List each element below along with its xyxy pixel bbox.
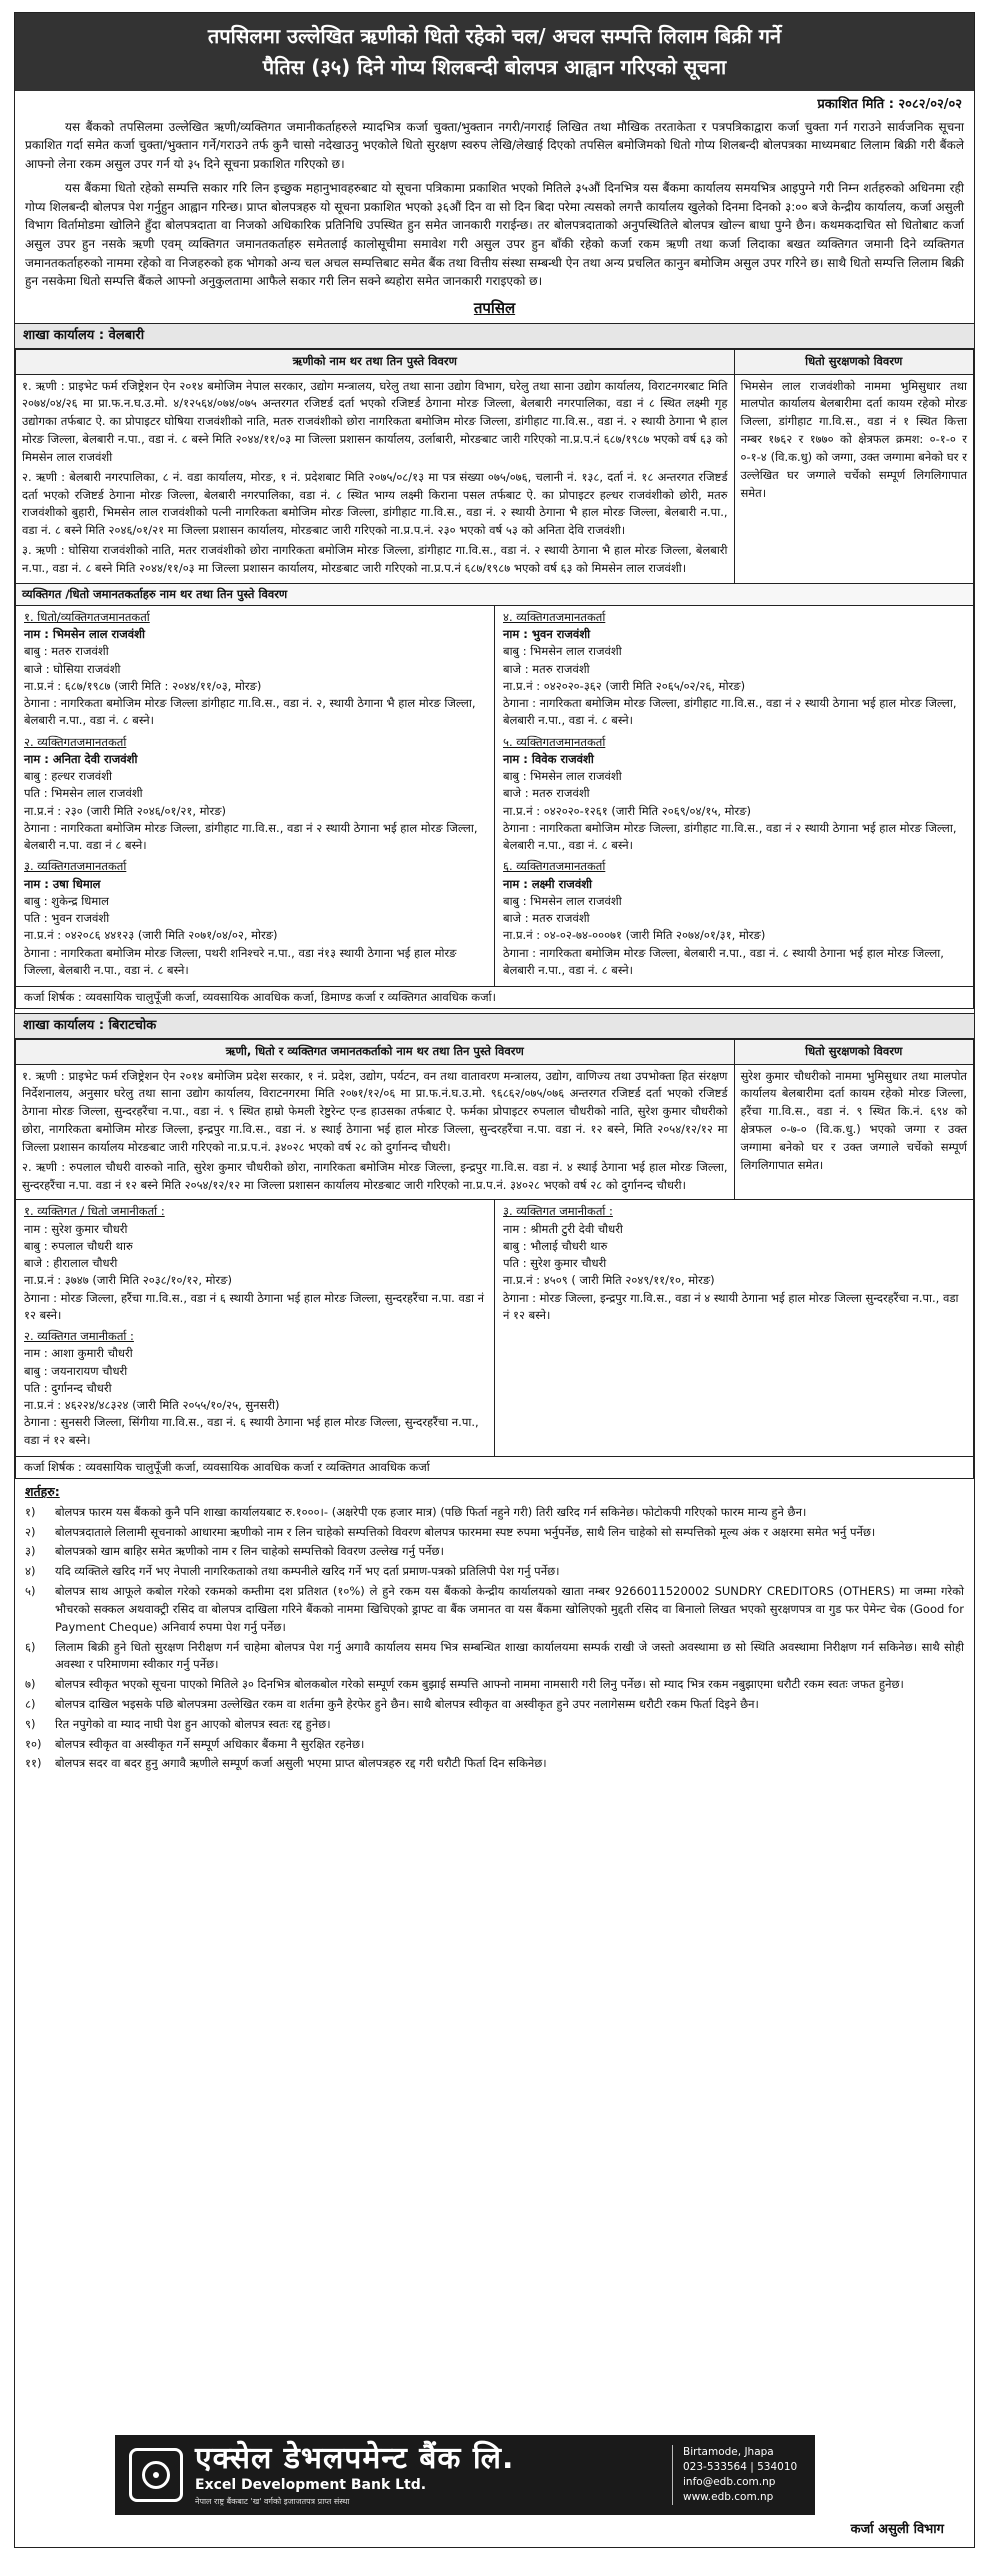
branch2-guarantors	[15, 1200, 974, 1457]
condition-number: ९)	[25, 1716, 36, 1731]
condition-text: बोलपत्र स्वीकृत वा अस्वीकृत गर्ने सम्पूर्ण अधिकार बैंकमा नै सुरक्षित रहनेछ।	[55, 1736, 365, 1751]
guarantor-line: ना.प्र.नं : ४५०९ ( जारी मिति २०४९/११/१०, मोरङ)	[503, 1273, 715, 1288]
guarantor-block	[503, 1203, 965, 1324]
section-title: तपसिल	[473, 298, 516, 317]
condition-item	[25, 1736, 964, 1754]
guarantor-head: ४. व्यक्तिगतजमानतकर्ता	[503, 609, 606, 624]
guarantor-column-left	[16, 606, 494, 986]
guarantor-block	[24, 1203, 486, 1324]
guarantor-line: ना.प्र.नं : ६८७/१९८७ (जारी मिति : २०४४/११/०३, मोरङ)	[24, 678, 262, 693]
guarantor-line: ठेगाना : मोरङ जिल्ला, इन्द्रपुर गा.वि.स., वडा नं ४ स्थायी ठेगाना भई हाल मोरङ जिल्ला सुन्दरहरैंचा न.पा., वडा नं १२ बस्ने।	[503, 1290, 959, 1322]
guarantor-line: ठेगाना : नागरिकता बमोजिम मोरङ जिल्ला, डांगीहाट गा.वि.स., वडा नं २ स्थायी ठेगाना भई हाल मोरङ जिल्ला, बेलबारी न.पा., वडा नं. ८ बस्ने।	[503, 696, 957, 728]
condition-text: बोलपत्र साथ आफूले कबोल गरेको रकमको कम्तीमा दश प्रतिशत (१०%) ले हुने रकम यस बैंकको केन्द्रीय कार्यालयको खाता नम्बर 9266011520002 SUNDRY CREDITORS (OTHERS) मा जम्मा गरेको भौचरको सक्कल अथवाक्ट्री रसिद वा बोलपत्र दाखिला गरिने बैंकको नाममा खिचिएको ड्राफ्ट वा बैंक जमानत वा यस बैंकमा खोलिएको मुद्दती रसिद वा बिनालो लिखत भएको सुरक्षणपत्र वा गुड फर पेमेन्ट चेक (Good for Payment Cheque) अनिवार्य रुपमा पेश गर्नु पर्नेछ।	[55, 1584, 964, 1634]
branch1-guarantors	[15, 606, 974, 987]
guarantor-name: नाम : श्रीमती टुरी देवी चौधरी	[503, 1221, 623, 1236]
condition-text: लिलाम बिक्री हुने धितो सुरक्षण निरीक्षण गर्न चाहेमा बोलपत्र पेश गर्नु अगावै कार्यालय समय भित्र सम्बन्धित शाखा कार्यालयमा सम्पर्क राखी जे जस्तो अवस्थामा छ सो स्थिति अवस्थामा निरीक्षण गर्न सकिनेछ। साथै सोही अवस्था र परिमाणमा स्वीकार गर्नु पर्नेछ।	[55, 1639, 964, 1672]
guarantor-line: बाबु : शुकेन्द्र धिमाल	[24, 893, 109, 908]
condition-text: बोलपत्रको खाम बाहिर समेत ऋणीको नाम र लिन चाहेको सम्पत्तिको विवरण उल्लेख गर्नु पर्नेछ।	[55, 1544, 444, 1559]
bank-names	[195, 2442, 672, 2508]
guarantor-line: बाजे : मतरु राजवंशी	[503, 786, 590, 801]
guarantor-column-right	[494, 1200, 973, 1456]
guarantor-head: ३. व्यक्तिगत जमानीकर्ता :	[503, 1204, 613, 1219]
condition-item	[25, 1563, 964, 1581]
conditions-title: शर्तहरु:	[25, 1484, 60, 1500]
guarantor-column-right	[494, 606, 973, 986]
intro-paragraph-2: यस बैंकमा धितो रहेको सम्पत्ति सकार गरि लिन इच्छुक महानुभावहरुबाट यो सूचना पत्रिकामा प्रकाशित भएको मितिले ३५औं दिनभित्र यस बैंकमा कार्यालय समयभित्र आइपुग्ने गरी निम्न शर्तहरुको अधिनमा रही गोप्य शिलबन्दी बोलपत्र पेश गर्नुहुन आह्वान गरिन्छ। प्राप्त बोलपत्रहरु यो सूचना प्रकाशित भएको ३६औं दिन वा सो दिन बिदा परेमा त्यसको लगत्तै कार्यालय खुलेको दिनमा दिनको ३:०० बजे केन्द्रीय कार्यालय, कर्जा असुली विभाग विर्तामोडमा खोलिने हुँदा बोलपत्रदाता वा निजको अधिकारिक प्रतिनिधि उपस्थित हुन समेत जानकारी गराईन्छ। तर बोलपत्रदाताको अनुपस्थितिले बोलपत्र खोल्न बाधा पुग्ने छैन। कथमकदाचित सो धितोबाट कर्जा असुल उपर हुन नसके ऋणी एवम् व्यक्तिगत जमानतकर्ताहरु समेतलाई कालोसूचीमा समावेश गरी असुल उपर हुन बाँकी रहेको कर्जा रकम ऋणी तथा कर्जा लिदाका बखत व्यक्तिगत जमानी दिने व्यक्तिगत जमानतकर्ताहरुको नाममा रहेको वा निजहरुको हक भोगको अन्य चल अचल सम्पत्तिबाट समेत बैंक तथा वित्तीय संस्था सम्बन्धी ऐन तथा अन्य प्रचलित कानुन बमोजिम असुल उपर गरिने छ। साथै धितो सम्पत्ति लिलाम बिक्री हुन नसकेमा धितो सम्पत्ति बैंकले आफ्नो अनुकुलतामा आफैले सकार गरी लिन सक्ने ब्यहोरा समेत जानकारी गराइएको छ।	[25, 181, 964, 289]
condition-text: बोलपत्र सदर वा बदर हुनु अगावै ऋणीले सम्पूर्ण कर्जा असुली भएमा प्राप्त बोलपत्रहरु रद्द गरी धरौटी फिर्ता दिन सकिनेछ।	[55, 1756, 547, 1771]
condition-text: बोलपत्र स्वीकृत भएको सूचना पाएको मितिले ३० दिनभित्र बोलकबोल गरेको सम्पूर्ण रकम बुझाई सम्पत्ति आफ्नो नाममा नामसारी गरी लिनु पर्नेछ। सो म्याद भित्र रकम नबुझाएमा धरौटी रकम स्वतः जफत हुनेछ।	[55, 1677, 904, 1692]
guarantor-line: पति : भिमसेन लाल राजवंशी	[24, 786, 143, 801]
condition-item	[25, 1696, 964, 1714]
guarantor-block	[503, 858, 965, 979]
guarantor-block	[503, 734, 965, 855]
condition-number: ५)	[25, 1584, 36, 1599]
guarantor-line: ठेगाना : नागरिकता बमोजिम मोरङ जिल्ला, बेलबारी न.पा., वडा नं. ८ स्थायी ठेगाना भई हाल मोरङ जिल्ला, बेलबारी न.पा., वडा नं. ८ बस्ने।	[503, 945, 944, 977]
guarantor-line: पति : भुवन राजवंशी	[24, 911, 110, 926]
branch2-borrowers-cell	[16, 1064, 735, 1200]
bank-tagline: नेपाल राष्ट्र बैंकबाट 'ख' वर्गको इजाजतपत्र प्राप्त संस्था	[195, 2497, 350, 2506]
bank-email: info@edb.com.np	[683, 2476, 776, 2488]
condition-text: यदि व्यक्तिले खरिद गर्ने भए नेपाली नागरिकताको तथा कम्पनीले खरिद गर्ने भए दर्ता प्रमाण-पत्रको प्रतिलिपी पेश गर्नु पर्नेछ।	[55, 1564, 560, 1579]
guarantor-line: पति : सुरेश कुमार चौधरी	[503, 1256, 607, 1271]
conditions-list	[25, 1504, 964, 1773]
notice-page	[14, 12, 975, 2548]
notice-footer	[15, 2429, 974, 2547]
condition-item	[25, 1583, 964, 1636]
intro-paragraph-1: यस बैंकको तपसिलमा उल्लेखित ऋणी/व्यक्तिगत जमानीकर्ताहरुले म्यादभित्र कर्जा चुक्ता/भुक्तान नगरी/नगराई लिखित तथा मौखिक तरताकेता र पत्रपत्रिकाद्वारा कर्जा चुक्ता गर्न गराउने सार्वजनिक सूचना प्रकाशित गर्दा समेत कर्जा चुक्ता/भुक्तान गर्ने/गराउने तर्फ कुनै चासो नदेखाउनु भएकोले धितो सुरक्षण स्वरुप लेखि/लेखाई दिएको तपसिल बमोजिमको धितो गोप्य शिलबन्दी बोलपत्रका माध्यमबाट लिलाम बिक्री गरी बैंकले आफ्नो लेना रकम असुल उपर गर्न यो ३५ दिने सूचना प्रकाशित गरिएको छ।	[25, 119, 964, 171]
condition-number: ७)	[25, 1677, 36, 1692]
branch1-col-borrower: ऋणीको नाम थर तथा तिन पुस्ते विवरण	[16, 349, 735, 374]
branch1-col-collateral: धितो सुरक्षणको विवरण	[734, 349, 974, 374]
branch1-guarantor-heading: व्यक्तिगत /धितो जमानतकर्ताहरु नाम थर तथा तिन पुस्ते विवरण	[15, 584, 974, 606]
borrower-item: ३. ऋणी : घोसिया राजवंशीको नाति, मतर राजवंशीको छोरा नागरिकता बमोजिम मोरङ जिल्ला, डांगीहाट गा.वि.स., वडा नं. २ स्थायी ठेगाना भै हाल मोरङ जिल्ला, बेलबारी न.पा., वडा नं. ८ बस्ने मिति २०४४/११/०३ मा जिल्ला प्रशासन कार्यालय, मोरङबाट जारी गरिएको ना.प्र.प.नं ६८७/१९८७ भएको वर्ष ६३ को मिमसेन लाल राजवंशी।	[22, 542, 728, 575]
guarantor-line: ठेगाना : नागरिकता बमोजिम मोरङ जिल्ला, पथरी शनिश्चरे न.पा., वडा नं१३ स्थायी ठेगाना भई हाल मोरङ जिल्ला, बेलबारी न.पा., वडा नं. ८ बस्ने।	[24, 945, 457, 977]
condition-number: २)	[25, 1524, 36, 1539]
guarantor-line: पति : दुर्गानन्द चौधरी	[24, 1380, 112, 1395]
bank-phone: 023-533564 | 534010	[683, 2460, 798, 2473]
branch1-loan-type: कर्जा शिर्षक : व्यवसायिक चालुपूँजी कर्जा, व्यवसायिक आवधिक कर्जा, डिमाण्ड कर्जा र व्यक्तिगत आवधिक कर्जा।	[15, 987, 974, 1009]
borrower-item: २. ऋणी : बेलबारी नगरपालिका, ८ नं. वडा कार्यालय, मोरङ, १ नं. प्रदेशबाट मिति २०७५/०८/१३ मा पत्र संख्या ०७५/०७६, चलानी नं. १३८, दर्ता नं. १८ अन्तरगत रजिष्टर्ड दर्ता भएको रजिष्टर्ड ठेगाना मोरङ जिल्ला, बेलबारी नगरपालिका, वडा नं. ८ स्थित भाग्य लक्ष्मी किराना पसल तर्फबाट ऐ. का प्रोपाइटर हल्धर राजवंशीको छोरी, मतरु राजवंशीको बुहारी, भिमसेन लाल राजवंशीको पत्नी नागरिकता बमोजिम मोरङ जिल्ला, डांगीहाट गा.वि.स., वडा नं. २ स्थायी ठेगाना भै हाल मोरङ जिल्ला, बेलबारी न.पा., वडा नं. ८ बस्ने मिति २०४६/०१/२१ मा जिल्ला प्रशासन कार्यालय, मोरङबाट जारी गरिएको ना.प्र.प.नं. २३० भएको वर्ष ५३ को अनिता देवि राजवंशी।	[22, 469, 728, 538]
guarantor-head: ५. व्यक्तिगतजमानतकर्ता	[503, 734, 606, 749]
header-line-2: पैतिस (३५) दिने गोप्य शिलबन्दी बोलपत्र आह्वान गरिएको सूचना	[262, 55, 727, 79]
condition-text: रित नपुगेको वा म्याद नाघी पेश हुन आएको बोलपत्र स्वतः रद्द हुनेछ।	[55, 1716, 331, 1731]
guarantor-line: बाजे : हीरालाल चौधरी	[24, 1256, 118, 1271]
guarantor-column-left	[16, 1200, 494, 1456]
guarantor-line: बाजे : घोसिया राजवंशी	[24, 661, 121, 676]
guarantor-line: ना.प्र.नं : ०४२०२०-१२६१ (जारी मिति २०६९/०४/१५, मोरङ)	[503, 803, 752, 818]
borrower-item: २. ऋणी : रुपलाल चौधरी वारुको नाति, सुरेश कुमार चौधरीको छोरा, नागरिकता बमोजिम मोरङ जिल्ला, इन्द्रपुर गा.वि.स. वडा नं. ४ स्थाई ठेगाना भई हाल मोरङ जिल्ला, सुन्दरहरैंचा न.पा. वडा नं १२ बस्ने मिति २०५४/१२/१२ मा जिल्ला प्रशासन कार्यालय मोरङबाट जारी गरिएको ना.प्र.प.नं. ३४०२८ भएको वर्ष २८ को दुर्गानन्द चौधरी।	[22, 1159, 728, 1192]
guarantor-name: नाम : सुरेश कुमार चौधरी	[24, 1221, 128, 1236]
guarantor-head: ६. व्यक्तिगतजमानतकर्ता	[503, 859, 606, 874]
guarantor-name: नाम : भुवन राजवंशी	[503, 627, 591, 642]
branch2-borrower-table	[15, 1039, 974, 1201]
guarantor-line: बाबु : भिमसेन लाल राजवंशी	[503, 893, 622, 908]
condition-number: १)	[25, 1504, 36, 1519]
guarantor-line: ना.प्र.नं : ०४-०२-७४-०००७१ (जारी मिति २०७४/०१/३१, मोरङ)	[503, 928, 766, 943]
guarantor-head: १. व्यक्तिगत / धितो जमानीकर्ता :	[24, 1204, 165, 1219]
condition-item	[25, 1504, 964, 1522]
condition-text: बोलपत्र दाखिल भइसके पछि बोलपत्रमा उल्लेखित रकम वा शर्तमा कुनै हेरफेर हुने छैन। साथै बोलपत्र स्वीकृत वा अस्वीकृत हुने उपर नलागेसम्म धरौटी रकम फिर्ता दिइने छैन।	[55, 1696, 759, 1711]
guarantor-head: १. धितो/व्यक्तिगतजमानतकर्ता	[24, 609, 150, 624]
bank-address: Birtamode, Jhapa	[683, 2445, 774, 2458]
condition-text: बोलपत्र फारम यस बैंकको कुनै पनि शाखा कार्यालयबाट रु.१०००।- (अक्षरेपी एक हजार मात्र) (पछि फिर्ता नहुने गरी) तिरी खरिद गर्न सकिनेछ। फोटोकपी गरिएको फारम मान्य हुने छैन।	[55, 1504, 807, 1519]
guarantor-block	[24, 858, 486, 979]
branch2-col-borrower: ऋणी, धितो र व्यक्तिगत जमानतकर्ताको नाम थर तथा तिन पुस्ते विवरण	[16, 1039, 735, 1064]
header-line-1: तपसिलमा उल्लेखित ऋणीको धितो रहेको चल/ अचल सम्पत्ति लिलाम बिक्री गर्ने	[207, 24, 782, 48]
guarantor-line: बाबु : जयनारायण चौधरी	[24, 1363, 128, 1378]
branch1-borrowers-cell	[16, 374, 735, 583]
guarantor-line: ना.प्र.नं : २३० (जारी मिति २०४६/०१/२१, मोरङ)	[24, 803, 227, 818]
branch2-collateral-cell: सुरेश कुमार चौधरीको नाममा भुमिसुधार तथा मालपोत कार्यालय बेलबारीमा दर्ता कायम रहेको मोरङ जिल्ला, हरैंचा गा.वि.स., वडा नं. ९ स्थित कि.नं. ६९४ को क्षेत्रफल ०-७-० (वि.क.धु.) भएको जग्गा र उक्त जग्गामा बनेको घर र उक्त जग्गाले चर्चेको सम्पूर्ण लिगलिगापात समेत।	[734, 1064, 974, 1200]
guarantor-head: २. व्यक्तिगत जमानीकर्ता :	[24, 1329, 134, 1344]
condition-item	[25, 1755, 964, 1773]
bank-banner	[115, 2435, 815, 2515]
guarantor-block	[24, 734, 486, 855]
guarantor-line: बाबु : रुपलाल चौधरी थारु	[24, 1238, 133, 1253]
bank-name-english: Excel Development Bank Ltd.	[195, 2477, 427, 2493]
borrower-item: १. ऋणी : प्राइभेट फर्म रजिष्ट्रेशन ऐन २०१४ बमोजिम नेपाल सरकार, उद्योग मन्त्रालय, घरेलु तथा साना उद्योग विभाग, घरेलु तथा साना उद्योग कार्यालय, विराटनगरबाट मिति २०७४/०४/२६ मा प्रा.फ.न.घ.उ.मो. ४/१२५६४/०७४/०७५ अन्तरगत रजिष्टर्ड दर्ता भएको रजिष्टर्ड ठेगाना मोरङ जिल्ला, बेलबारी नगरपालिका, वडा नं ८ स्थित लक्ष्मी गृह उद्योगका तर्फबाट ऐ. का प्रोपाइटर घोषिया राजवंशीको नाति, मतरु राजवंशीको छोरा नागरिकता बमोजिम मोरङ जिल्ला, डांगीहाट गा.वि.स., वडा नं. २ स्थायी ठेगाना भै हाल मोरङ जिल्ला, बेलबारी न.पा., वडा नं. ८ बस्ने मिति २०४४/११/०३ मा जिल्ला प्रशासन कार्यालय, उर्लाबारी, मोरङबाट जारी गरिएको ना.प्र.प.नं ६८७/१९८७ भएको वर्ष ६३ को मिमसेन लाल राजवंशी	[22, 378, 728, 464]
branch1-collateral-cell: भिमसेन लाल राजवंशीको नाममा भुमिसुधार तथा मालपोत कार्यालय बेलबारीमा दर्ता कायम रहेको मोरङ जिल्ला, डांगीहाट गा.वि.स., वडा नं १ स्थित कित्ता नम्बर १७६२ र १७७० को क्षेत्रफल क्रमश: ०-१-० र ०-१-४ (वि.क.धु) को जग्गा, उक्त जग्गामा बनेको घर र उल्लेखित घर जग्गाले चर्चेको सम्पूर्ण लिगलिगापात समेत।	[734, 374, 974, 583]
branch1-borrower-table	[15, 349, 974, 584]
condition-item	[25, 1639, 964, 1675]
condition-number: १०)	[25, 1736, 42, 1751]
guarantor-line: बाजे : मतरु राजवंशी	[503, 661, 590, 676]
branch2-loan-type: कर्जा शिर्षक : व्यवसायिक चालुपूँजी कर्जा, व्यवसायिक आवधिक कर्जा र व्यक्तिगत आवधिक कर्जा	[15, 1457, 974, 1479]
guarantor-line: ना.प्र.नं : ४६२२४/४८३२४ (जारी मिति २०५५/१०/२५, सुनसरी)	[24, 1398, 280, 1413]
guarantor-block	[503, 609, 965, 730]
guarantor-block	[24, 609, 486, 730]
condition-number: ४)	[25, 1564, 36, 1579]
publish-date: प्रकाशित मिति : २०८२/०२/०२	[817, 97, 962, 112]
guarantor-name: नाम : विवेक राजवंशी	[503, 751, 594, 766]
condition-item	[25, 1524, 964, 1542]
bank-logo-icon	[129, 2448, 183, 2502]
guarantor-name: नाम : अनिता देवी राजवंशी	[24, 751, 138, 766]
guarantor-line: ठेगाना : मोरङ जिल्ला, हरैंचा गा.वि.स., वडा नं ६ स्थायी ठेगाना भई हाल मोरङ जिल्ला, सुन्दरहरैंचा न.पा. वडा नं १२ बस्ने।	[24, 1290, 485, 1322]
branch-title-belbari: शाखा कार्यालय : वेलबारी	[15, 323, 974, 349]
guarantor-line: बाबु : भौलाई चौधरी थारु	[503, 1238, 608, 1253]
signature-department: कर्जा असुली विभाग	[850, 2521, 944, 2537]
guarantor-line: बाबु : मतरु राजवंशी	[24, 644, 109, 659]
condition-number: ११)	[25, 1756, 42, 1771]
condition-number: ६)	[25, 1639, 36, 1654]
guarantor-name: नाम : लक्ष्मी राजवंशी	[503, 876, 593, 891]
bank-website: www.edb.com.np	[683, 2491, 774, 2504]
guarantor-block	[24, 1328, 486, 1449]
guarantor-line: ठेगाना : नागरिकता बमोजिम मोरङ जिल्ला डांगीहाट गा.वि.स., वडा नं. २, स्थायी ठेगाना भै हाल मोरङ जिल्ला, बेलबारी न.पा., वडा नं. ८ बस्ने।	[24, 696, 476, 728]
guarantor-head: ३. व्यक्तिगतजमानतकर्ता	[24, 859, 127, 874]
guarantor-line: ठेगाना : नागरिकता बमोजिम मोरङ जिल्ला, डांगीहाट गा.वि.स., वडा नं २ स्थायी ठेगाना भई हाल मोरङ जिल्ला, बेलबारी न.पा. वडा नं ८ बस्ने।	[24, 820, 478, 853]
guarantor-name: नाम : आशा कुमारी चौधरी	[24, 1346, 133, 1361]
condition-item	[25, 1716, 964, 1734]
bank-name-nepali: एक्सेल डेभलपमेन्ट बैंक लि.	[195, 2441, 515, 2476]
guarantor-line: ठेगाना : सुनसरी जिल्ला, सिंगीया गा.वि.स., वडा नं. ६ स्थायी ठेगाना भई हाल मोरङ जिल्ला, सुन्दरहरैंचा न.पा., वडा नं १२ बस्ने।	[24, 1415, 479, 1447]
condition-item	[25, 1676, 964, 1694]
guarantor-line: बाबु : भिमसेन लाल राजवंशी	[503, 644, 622, 659]
branch2-col-collateral: धितो सुरक्षणको विवरण	[734, 1039, 974, 1064]
bank-contact	[672, 2445, 803, 2506]
condition-item	[25, 1543, 964, 1561]
guarantor-line: ना.प्र.नं : ०४२०८६ ४४१२३ (जारी मिति २०७१/०४/०२, मोरङ)	[24, 928, 278, 943]
guarantor-name: नाम : उषा धिमाल	[24, 876, 101, 891]
notice-header	[15, 13, 974, 91]
guarantor-line: बाजे : मतरु राजवंशी	[503, 911, 590, 926]
branch-title-biratchowk: शाखा कार्यालय : बिराटचोक	[15, 1013, 974, 1039]
guarantor-line: बाबु : भिमसेन लाल राजवंशी	[503, 769, 622, 784]
condition-number: ३)	[25, 1544, 36, 1559]
guarantor-line: बाबु : हल्धर राजवंशी	[24, 769, 112, 784]
condition-number: ८)	[25, 1696, 36, 1711]
guarantor-head: २. व्यक्तिगतजमानतकर्ता	[24, 734, 127, 749]
guarantor-name: नाम : भिमसेन लाल राजवंशी	[24, 627, 145, 642]
guarantor-line: ठेगाना : नागरिकता बमोजिम मोरङ जिल्ला, डांगीहाट गा.वि.स., वडा नं २ स्थायी ठेगाना भई हाल मोरङ जिल्ला, बेलबारी न.पा., वडा नं. ८ बस्ने।	[503, 820, 957, 853]
borrower-item: १. ऋणी : प्राइभेट फर्म रजिष्ट्रेशन ऐन २०१४ बमोजिम प्रदेश सरकार, १ नं. प्रदेश, उद्योग, पर्यटन, वन तथा वातावरण मन्त्रालय, उद्योग, वाणिज्य तथा उपभोक्ता हित संरक्षण निर्देशनालय, अनुसार घरेलु तथा साना उद्योग कार्यालय, विराटनगरमा मिति २०७१/१२/०६ मा प्रा.फ.नं.घ.उ.मो. ९६८६२/०७५/०७६ अन्तरगत रजिष्टर्ड दर्ता भएको रजिष्टर्ड ठेगाना मोरङ जिल्ला, सुन्दरहरैंचा न.पा., वडा नं. ९ स्थित हाम्रो फेमली रेष्टुरेन्ट एन्ड हाउसका तर्फबाट ऐ. फर्मका प्रोपाइटर रुपलाल चौधरीको नाति, सुरेश कुमार चौधरीको छोरा, नागरिकता बमोजिम मोरङ जिल्ला, इन्द्रपुर गा.वि.स., वडा नं. ४ स्थाई ठेगाना भई हाल मोरङ जिल्ला, सुन्दरहरैंचा न.पा. वडा नं. १२ बस्ने, मिति २०५४/१२/१२ मा जिल्ला प्रशासन कार्यालय मोरङबाट जारी गरिएको ना.प्र.प.नं. ३४०२८ भएको वर्ष २८ को दुर्गानन्द चौधरी।	[22, 1068, 728, 1154]
guarantor-line: ना.प्र.नं : ०४२०२०-३६२ (जारी मिति २०६५/०२/२६, मोरङ)	[503, 678, 746, 693]
condition-text: बोलपत्रदाताले लिलामी सूचनाको आधारमा ऋणीको नाम र लिन चाहेको सम्पत्तिको विवरण बोलपत्र फारममा स्पष्ट रुपमा भर्नुपर्नेछ, साथै लिन चाहेको सो सम्पत्तिको मूल्य अंक र अक्षरमा समेत भर्नु पर्नेछ।	[55, 1524, 876, 1539]
guarantor-line: ना.प्र.नं : ३७४७ (जारी मिति २०३८/१०/१२, मोरङ)	[24, 1273, 233, 1288]
